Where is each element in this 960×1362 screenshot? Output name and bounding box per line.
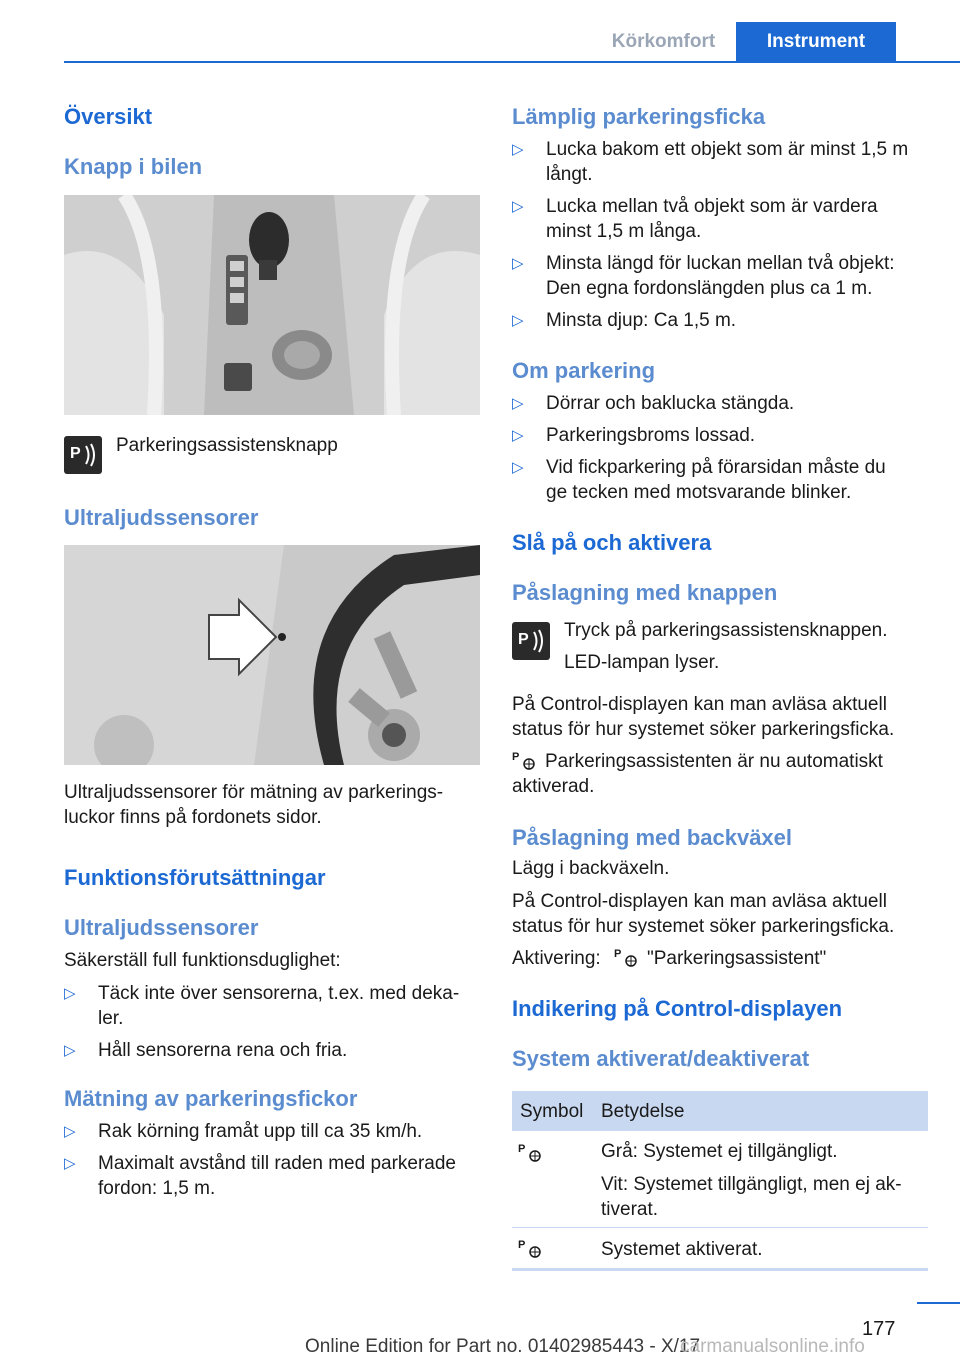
park-assist-icon xyxy=(512,622,550,660)
svg-text:P: P xyxy=(614,948,622,960)
edition-text: Online Edition for Part no. 01402985443 - X/17 xyxy=(305,1336,701,1357)
control-text-2b: status för hur systemet söker parkeringsficka. xyxy=(512,916,895,937)
tab-korkomfort[interactable]: Körkomfort xyxy=(611,31,716,52)
triangle-bullet-icon: ▷ xyxy=(64,985,76,1002)
led-text: LED-lampan lyser. xyxy=(564,652,720,673)
heading-om-parkering: Om parkering xyxy=(512,358,656,383)
heading-sla-pa: Slå på och aktivera xyxy=(512,530,712,555)
auto-text-1: Parkeringsassistenten är nu automatiskt xyxy=(545,751,883,772)
heading-paslagning-knapp: Påslagning med knappen xyxy=(512,580,778,605)
triangle-bullet-icon: ▷ xyxy=(512,141,524,158)
header-rule xyxy=(64,61,960,63)
heading-oversikt: Översikt xyxy=(64,104,153,129)
svg-text:P: P xyxy=(70,445,81,462)
control-text-1a: På Control-displayen kan man avläsa aktuell xyxy=(512,694,887,715)
control-text-1b: status för hur systemet söker parkeringsficka. xyxy=(512,719,895,740)
aktivering-value: "Parkeringsassistent" xyxy=(647,948,827,969)
triangle-bullet-icon: ▷ xyxy=(512,312,524,329)
triangle-bullet-icon: ▷ xyxy=(512,459,524,476)
heading-matning: Mätning av parkeringsfickor xyxy=(64,1086,358,1111)
watermark: carmanualsonline.info xyxy=(680,1336,865,1357)
heading-system: System aktiverat/deaktiverat xyxy=(512,1046,810,1071)
knapp-caption: Parkeringsassistensknapp xyxy=(116,435,338,456)
heading-indikering: Indikering på Control-displayen xyxy=(512,996,843,1021)
console-button-photo xyxy=(64,195,480,415)
aktivering-label: Aktivering: xyxy=(512,948,601,969)
table-row-2-text: Systemet aktiverat. xyxy=(601,1239,763,1260)
park-assist-small-icon xyxy=(518,1237,546,1266)
svg-text:P: P xyxy=(518,1143,526,1155)
triangle-bullet-icon: ▷ xyxy=(64,1155,76,1172)
park-assist-small-icon xyxy=(518,1141,546,1170)
table-header-symbol: Symbol xyxy=(520,1101,584,1122)
heading-paslagning-back: Påslagning med backväxel xyxy=(512,825,793,850)
heading-ultraljud: Ultraljudssensorer xyxy=(64,505,259,530)
lagg-text: Lägg i backväxeln. xyxy=(512,858,670,879)
tab-instrument[interactable]: Instrument xyxy=(736,22,896,62)
ultraljud-text-2: luckor finns på fordonets sidor. xyxy=(64,807,322,828)
svg-text:P: P xyxy=(518,1239,526,1251)
triangle-bullet-icon: ▷ xyxy=(512,395,524,412)
table-bottom-rule xyxy=(512,1268,928,1271)
ultraljud-text-1: Ultraljudssensorer för mätning av parkerings‐ xyxy=(64,782,444,803)
heading-knapp: Knapp i bilen xyxy=(64,154,203,179)
sakerstall-text: Säkerställ full funktionsduglighet: xyxy=(64,950,341,971)
triangle-bullet-icon: ▷ xyxy=(64,1042,76,1059)
heading-funktion: Funktionsförutsättningar xyxy=(64,865,326,890)
auto-text-2: aktiverad. xyxy=(512,776,595,797)
svg-text:P: P xyxy=(518,631,529,648)
page-number: 177 xyxy=(862,1318,896,1340)
svg-text:P: P xyxy=(512,751,520,763)
table-header-betydelse: Betydelse xyxy=(601,1101,685,1122)
table-row-1-text-a: Grå: Systemet ej tillgängligt. xyxy=(601,1141,838,1162)
table-row-1-text-b2: tiverat. xyxy=(601,1199,659,1220)
triangle-bullet-icon: ▷ xyxy=(512,427,524,444)
triangle-bullet-icon: ▷ xyxy=(64,1123,76,1140)
control-text-2a: På Control-displayen kan man avläsa aktuell xyxy=(512,891,887,912)
triangle-bullet-icon: ▷ xyxy=(512,198,524,215)
table-row-1-text-b1: Vit: Systemet tillgängligt, men ej ak‐ xyxy=(601,1174,902,1195)
table-row-divider xyxy=(512,1227,928,1228)
heading-lamplig: Lämplig parkeringsficka xyxy=(512,104,766,129)
heading-ultraljud-2: Ultraljudssensorer xyxy=(64,915,259,940)
park-assist-small-icon xyxy=(614,946,642,975)
park-assist-icon xyxy=(64,436,102,474)
tryck-text: Tryck på parkeringsassistensknappen. xyxy=(564,620,888,641)
sensor-wheel-photo xyxy=(64,545,480,765)
triangle-bullet-icon: ▷ xyxy=(512,255,524,272)
footer-rule xyxy=(917,1302,960,1304)
